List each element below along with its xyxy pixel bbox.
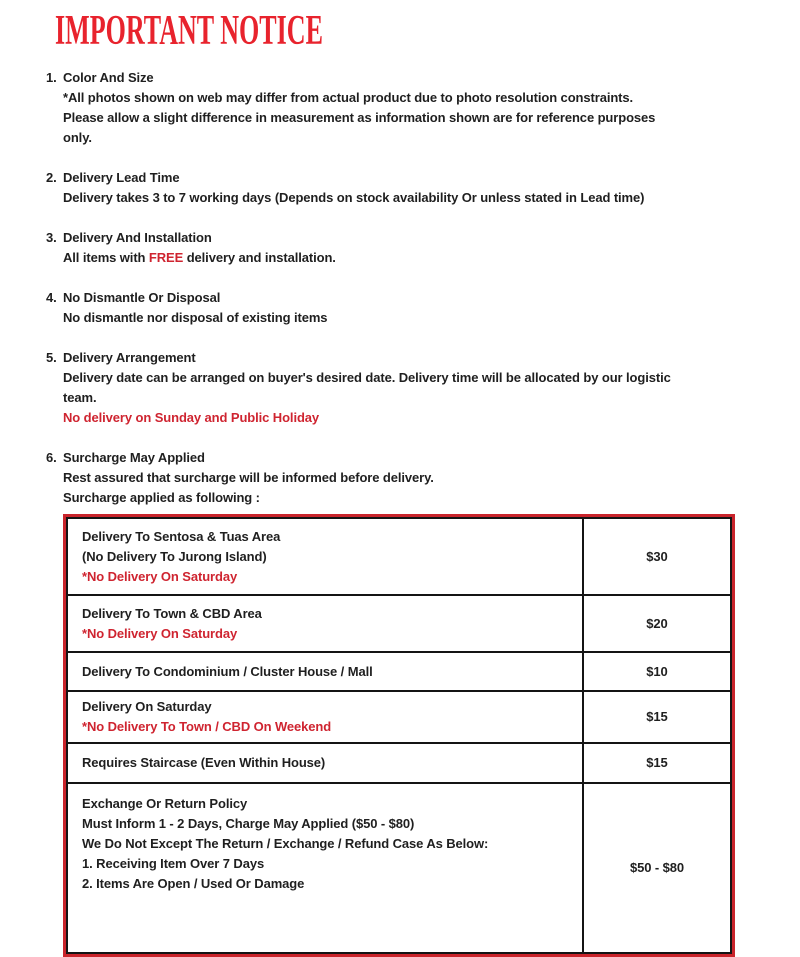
text-segment: Delivery To Sentosa & Tuas Area — [82, 528, 281, 544]
notice-content — [63, 348, 800, 428]
notice-item — [46, 168, 800, 208]
delivery-condition-cell — [67, 518, 583, 595]
text-segment: team. — [63, 390, 97, 405]
notice-heading: Delivery Lead Time — [63, 170, 180, 185]
price-cell: $15 — [583, 691, 731, 743]
notice-list — [0, 68, 800, 508]
delivery-condition-cell — [67, 743, 583, 783]
notice-content — [63, 168, 800, 208]
text-segment: No dismantle nor disposal of existing items — [63, 310, 328, 325]
table-row — [67, 783, 731, 953]
text-segment: 2. Items Are Open / Used Or Damage — [82, 876, 305, 891]
condition-line — [82, 753, 574, 773]
table-row — [67, 743, 731, 783]
text-segment: Delivery To Condominium / Cluster House / Mall — [82, 663, 373, 679]
notice-line — [63, 388, 800, 408]
text-segment: Requires Staircase (Even Within House) — [82, 755, 326, 770]
red-warning-text: *No Delivery To Town / CBD On Weekend — [82, 719, 332, 734]
condition-line — [82, 697, 574, 717]
red-warning-text: *No Delivery On Saturday — [82, 568, 238, 584]
text-segment: (No Delivery To Jurong Island) — [82, 548, 267, 564]
page-title: IMPORTANT NOTICE — [55, 8, 323, 54]
notice-item — [46, 448, 800, 508]
text-segment: All items with — [63, 250, 149, 265]
text-segment: Delivery date can be arranged on buyer's desired date. Delivery time will be allocated by our logistic — [63, 370, 671, 385]
surcharge-table-body — [67, 518, 731, 953]
notice-heading: No Dismantle Or Disposal — [63, 290, 221, 305]
notice-line — [63, 188, 800, 208]
red-warning-text: *No Delivery On Saturday — [82, 625, 238, 641]
notice-line — [63, 128, 800, 148]
notice-content — [63, 68, 800, 148]
surcharge-table — [66, 517, 732, 954]
text-segment: We Do Not Except The Return / Exchange / Refund Case As Below: — [82, 836, 489, 851]
condition-line — [82, 854, 574, 874]
notice-line — [63, 308, 800, 328]
delivery-condition-cell — [67, 691, 583, 743]
table-row — [67, 518, 731, 595]
text-segment: 1. Receiving Item Over 7 Days — [82, 856, 265, 871]
notice-heading: Delivery And Installation — [63, 230, 212, 245]
table-row — [67, 652, 731, 691]
price-cell: $15 — [583, 743, 731, 783]
text-segment: only. — [63, 130, 92, 145]
notice-line — [63, 108, 800, 128]
notice-number: 4. — [46, 290, 57, 305]
text-segment: Exchange Or Return Policy — [82, 796, 248, 811]
text-segment: delivery and installation. — [183, 250, 336, 265]
delivery-condition-cell — [67, 595, 583, 652]
condition-line — [82, 834, 574, 854]
table-row — [67, 595, 731, 652]
condition-line — [82, 624, 574, 644]
table-row — [67, 691, 731, 743]
condition-line — [82, 794, 574, 814]
notice-item — [46, 288, 800, 328]
notice-number: 5. — [46, 350, 57, 365]
text-segment: Delivery takes 3 to 7 working days (Depends on stock availability Or unless stated in Lead time) — [63, 190, 645, 205]
notice-heading: Color And Size — [63, 70, 154, 85]
text-segment: Delivery To Town & CBD Area — [82, 605, 262, 621]
notice-heading: Surcharge May Applied — [63, 450, 205, 465]
price-cell: $10 — [583, 652, 731, 691]
text-segment: *All photos shown on web may differ from actual product due to photo resolution constraints. — [63, 90, 634, 105]
condition-line — [82, 717, 574, 737]
notice-number: 2. — [46, 170, 57, 185]
text-segment: Delivery On Saturday — [82, 699, 212, 714]
notice-line — [63, 248, 800, 268]
notice-line — [63, 408, 800, 428]
notice-item — [46, 228, 800, 268]
delivery-condition-cell — [67, 652, 583, 691]
notice-number: 6. — [46, 450, 57, 465]
notice-line — [63, 88, 800, 108]
condition-line — [82, 527, 574, 547]
notice-item — [46, 348, 800, 428]
condition-line — [82, 814, 574, 834]
condition-line — [82, 567, 574, 587]
price-cell: $30 — [583, 518, 731, 595]
notice-heading: Delivery Arrangement — [63, 350, 196, 365]
condition-line — [82, 604, 574, 624]
notice-number: 1. — [46, 70, 57, 85]
delivery-condition-cell — [67, 783, 583, 953]
text-segment: Rest assured that surcharge will be informed before delivery. — [63, 470, 434, 485]
notice-content — [63, 448, 800, 508]
notice-item — [46, 68, 800, 148]
notice-content — [63, 228, 800, 268]
notice-number: 3. — [46, 230, 57, 245]
notice-line — [63, 368, 800, 388]
condition-line — [82, 874, 574, 894]
price-cell: $50 - $80 — [583, 783, 731, 953]
notice-content — [63, 288, 800, 328]
text-segment: Surcharge applied as following : — [63, 490, 260, 505]
condition-line — [82, 547, 574, 567]
condition-line — [82, 662, 574, 682]
text-segment: Must Inform 1 - 2 Days, Charge May Applied ($50 - $80) — [82, 816, 415, 831]
notice-line — [63, 488, 800, 508]
text-segment: Please allow a slight difference in measurement as information shown are for reference purposes — [63, 110, 656, 125]
notice-line — [63, 468, 800, 488]
red-warning-text: FREE — [148, 250, 184, 265]
surcharge-table-wrapper — [63, 514, 735, 957]
red-warning-text: No delivery on Sunday and Public Holiday — [63, 410, 320, 425]
price-cell: $20 — [583, 595, 731, 652]
